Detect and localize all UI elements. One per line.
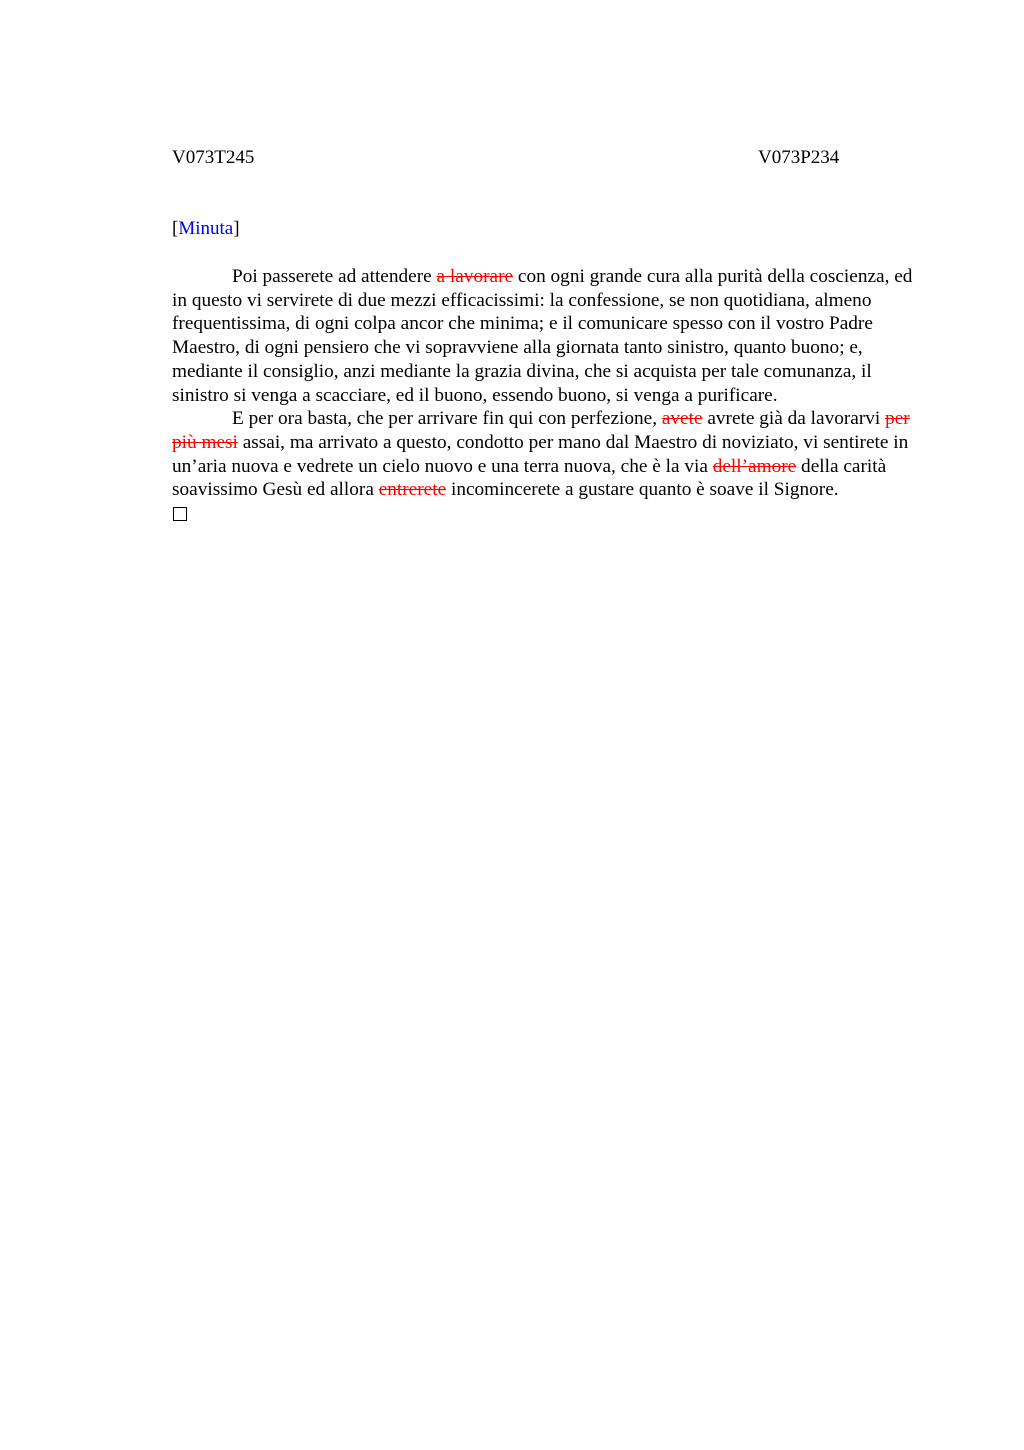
paragraph-1-text-1: Poi passerete ad attendere: [232, 266, 437, 287]
label-open-bracket: [: [172, 218, 179, 239]
paragraph-2-text-4: della carità soavissimo Gesù ed allora: [172, 455, 887, 501]
paragraph-2: [172, 407, 928, 502]
document-type-label: [172, 218, 240, 240]
deleted-text: avete: [661, 408, 703, 430]
paragraph-2-text-2: avrete già da lavorarvi: [702, 408, 886, 430]
paragraph-1: [172, 265, 928, 407]
paragraph-2-text-1: E per ora basta, che per arrivare fin qui con perfezione,: [232, 408, 662, 430]
minuta-link[interactable]: Minuta: [178, 218, 234, 239]
deleted-text: per più mesi: [172, 408, 910, 453]
document-body: [172, 265, 928, 521]
deleted-text: dell’amore: [712, 455, 797, 477]
header-left-code: V073T245: [172, 147, 255, 168]
paragraph-2-text-5: incomincerete a gustare quanto è soave il Signore.: [446, 479, 839, 501]
deleted-text: a lavorare: [436, 266, 514, 287]
square-outline-icon: [173, 507, 187, 521]
paragraph-1-text-2: con ogni grande cura alla purità della coscienza, ed in questo vi servirete di due mezzi efficacissimi: la confessione, se non quotidiana, almeno frequentissima, di ogni colpa ancor che minima; e il comunicare spesso con il vostro Padre Maestro, di ogni pensiero che vi sopravviene alla giornata tanto sinistro, quanto buono; e, mediante il consiglio, anzi mediante la grazia divina, che si acquista per tale comunanza, il sinistro si venga a scacciare, ed il buono, essendo buono, si venga a purificare.: [172, 266, 913, 406]
label-close-bracket: ]: [233, 218, 240, 239]
header-right-code: V073P234: [758, 147, 840, 168]
paragraph-2-text-3: assai, ma arrivato a questo, condotto per mano dal Maestro di noviziato, vi sentirete in un’aria nuova e vedrete un cielo nuovo e una terra nuova, che è la via: [172, 431, 909, 477]
deleted-text: entrerete: [378, 479, 447, 501]
